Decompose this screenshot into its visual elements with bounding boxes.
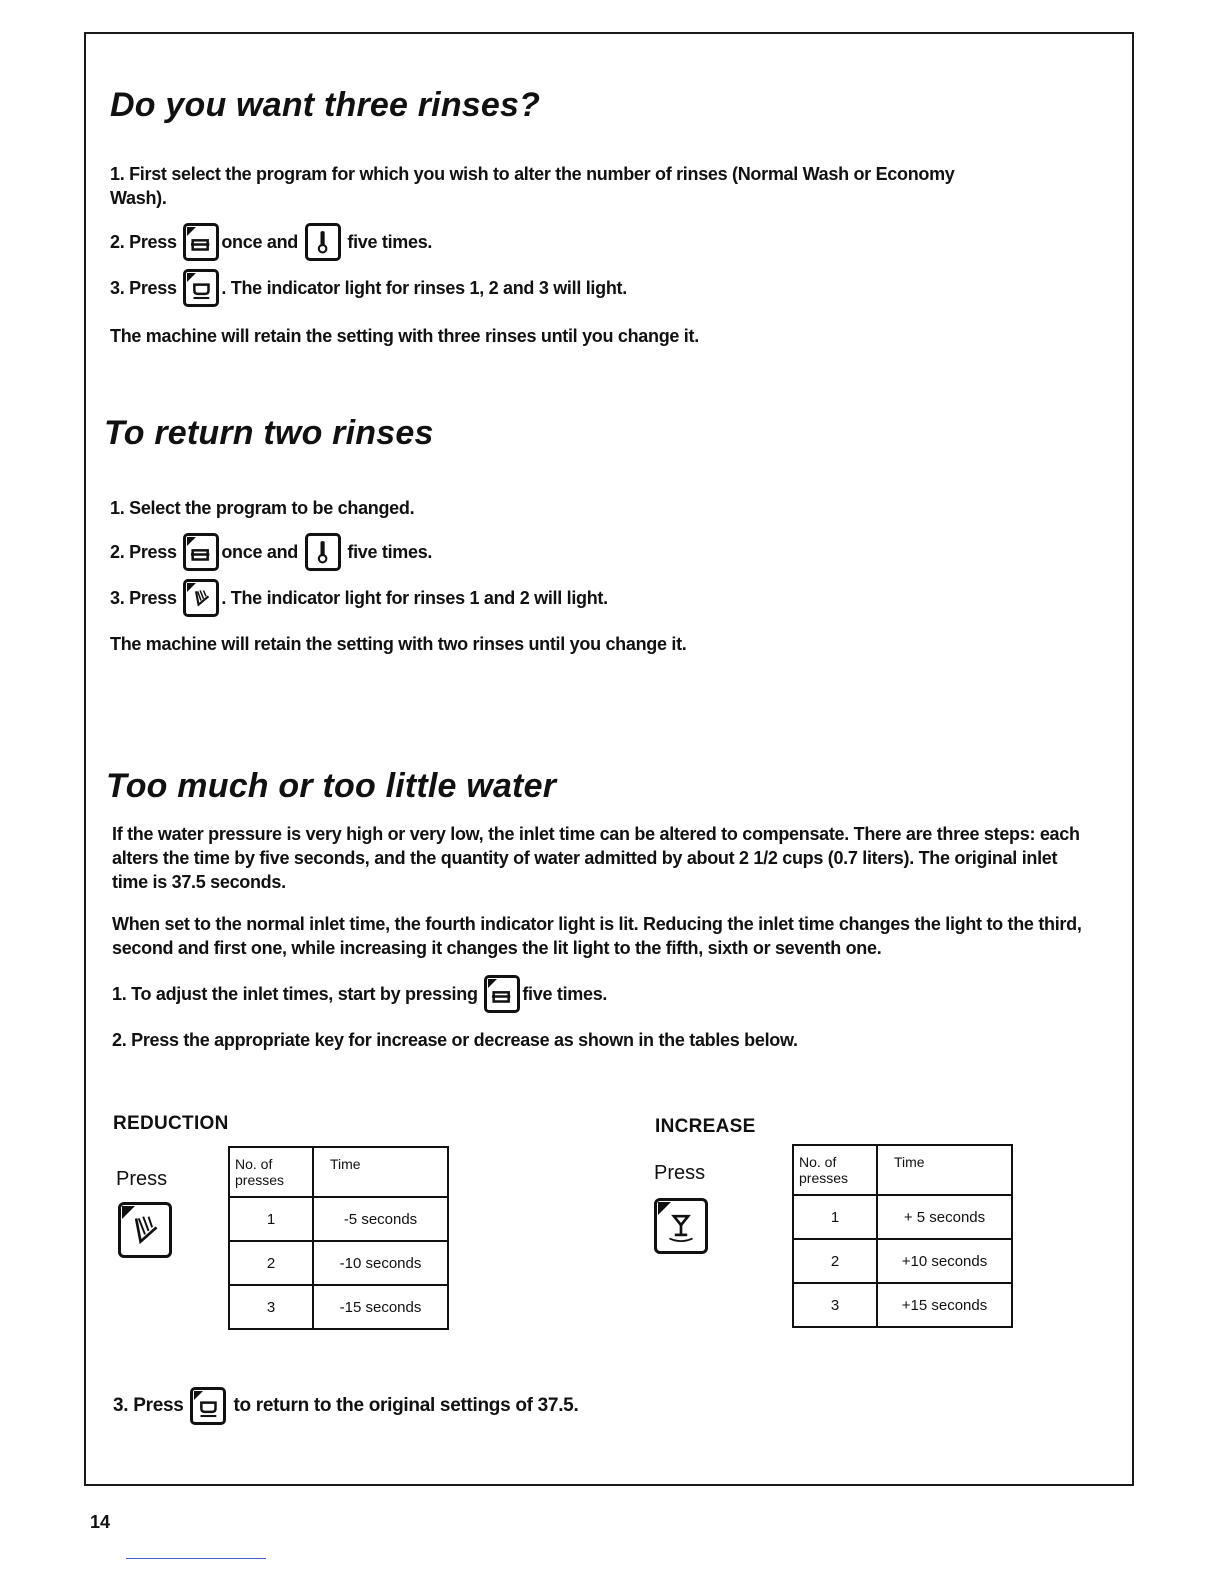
program-key-icon [183, 223, 219, 261]
footer-rule [126, 1558, 266, 1559]
reduction-presses-cell: 3 [229, 1285, 313, 1329]
water-step1: 1. To adjust the inlet times, start by pressing five times. [112, 974, 607, 1014]
reduction-press-label: Press [116, 1168, 168, 1190]
thermometer-key-icon [305, 223, 341, 261]
program-key-icon [183, 533, 219, 571]
rinse-spray-key-icon [118, 1202, 172, 1258]
rinse-spray-key-icon [183, 579, 219, 617]
table-row [229, 1241, 448, 1285]
two-rinses-step1: 1. Select the program to be changed. [110, 498, 415, 518]
increase-label: INCREASE [655, 1116, 756, 1137]
table-row [793, 1195, 1012, 1239]
water-intro-paragraph: If the water pressure is very high or very low, the inlet time can be altered to compensate. There are three steps: each alters the time by five seconds, and the quantity of water admitted by about 2 1/2 cups (0.7 liters). The original inlet time is 37.5 seconds. [112, 824, 1080, 892]
program-key-icon [484, 975, 520, 1013]
increase-header-presses: No. of presses [793, 1145, 877, 1195]
cup-key-icon [183, 269, 219, 307]
increase-time-cell: +15 seconds [877, 1283, 1012, 1327]
table-row [793, 1239, 1012, 1283]
reduction-time-cell: -10 seconds [313, 1241, 448, 1285]
increase-time-cell: +10 seconds [877, 1239, 1012, 1283]
thermometer-key-icon [305, 533, 341, 571]
water-step2: 2. Press the appropriate key for increase or decrease as shown in the tables below. [112, 1030, 798, 1050]
three-rinses-heading: Do you want three rinses? [110, 86, 541, 124]
reduction-time-cell: -5 seconds [313, 1197, 448, 1241]
reduction-header-presses: No. of presses [229, 1147, 313, 1197]
three-rinses-note: The machine will retain the setting with three rinses until you change it. [110, 326, 699, 346]
table-row [229, 1285, 448, 1329]
increase-table [792, 1144, 1013, 1328]
water-step3: 3. Press to return to the original settings of 37.5. [113, 1386, 578, 1426]
water-indicator-paragraph: When set to the normal inlet time, the fourth indicator light is lit. Reducing the inlet time changes the light to the third, second and first one, while increasing it changes the lit light to the fifth, sixth or seventh one. [112, 914, 1082, 958]
reduction-label: REDUCTION [113, 1113, 229, 1134]
increase-header-time: Time [877, 1145, 1012, 1195]
glass-key-icon [654, 1198, 708, 1254]
reduction-presses-cell: 2 [229, 1241, 313, 1285]
table-row [793, 1283, 1012, 1327]
three-rinses-step3: 3. Press . The indicator light for rinses 1, 2 and 3 will light. [110, 268, 627, 308]
cup-key-icon [190, 1387, 226, 1425]
three-rinses-step1: 1. First select the program for which you wish to alter the number of rinses (Normal Wash or Economy Wash). [110, 164, 955, 208]
two-rinses-heading: To return two rinses [104, 414, 434, 452]
increase-presses-cell: 3 [793, 1283, 877, 1327]
increase-time-cell: + 5 seconds [877, 1195, 1012, 1239]
table-row [229, 1197, 448, 1241]
two-rinses-note: The machine will retain the setting with two rinses until you change it. [110, 634, 687, 654]
reduction-table [228, 1146, 449, 1330]
reduction-time-cell: -15 seconds [313, 1285, 448, 1329]
reduction-header-time: Time [313, 1147, 448, 1197]
two-rinses-step3: 3. Press . The indicator light for rinses 1 and 2 will light. [110, 578, 608, 618]
increase-presses-cell: 1 [793, 1195, 877, 1239]
two-rinses-step2: 2. Press once and five times. [110, 532, 432, 572]
three-rinses-step2: 2. Press once and five times. [110, 222, 432, 262]
reduction-presses-cell: 1 [229, 1197, 313, 1241]
increase-press-label: Press [654, 1162, 706, 1184]
page-number: 14 [90, 1512, 111, 1532]
increase-presses-cell: 2 [793, 1239, 877, 1283]
water-heading: Too much or too little water [106, 767, 557, 805]
